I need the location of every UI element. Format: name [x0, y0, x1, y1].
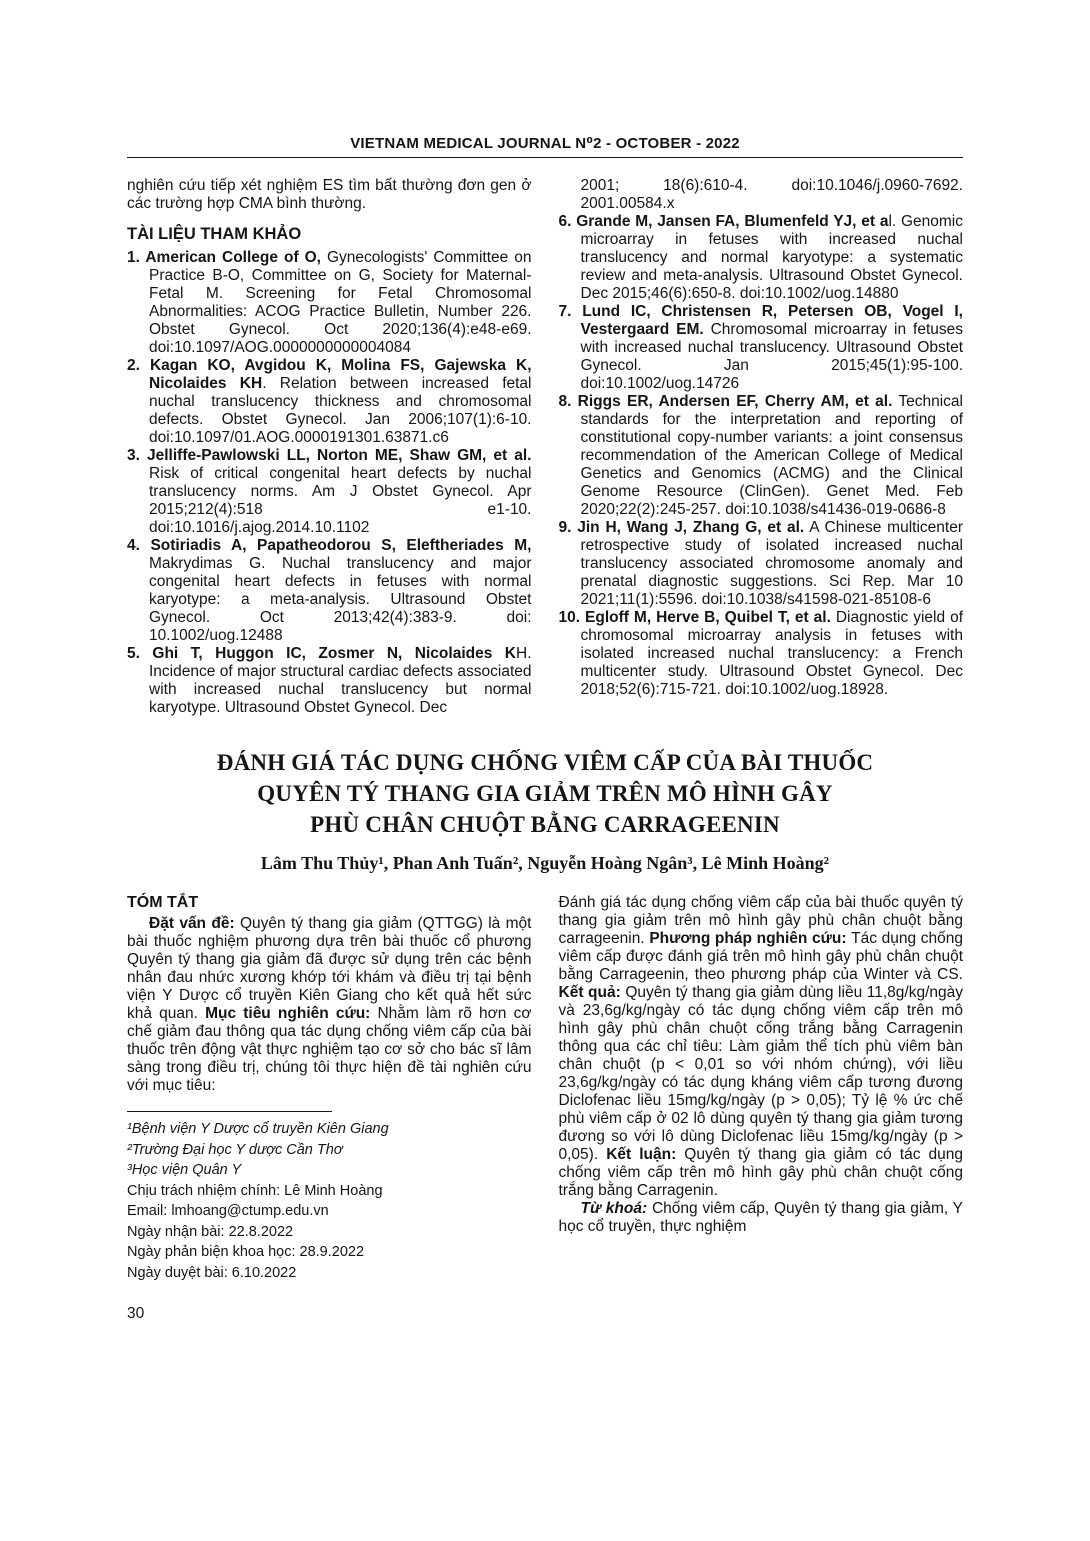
- reference-text: Technical standards for the interpretation and reporting of constitutional copy-number variants: a joint consensus recommendation of the American College of Medical Genetics and Genomics (ACMG) and the Clinical Genome Resource (ClinGen). Genet Med. Feb 2020;22(2):245-257. doi:10.1038/s41436-019-0686-8: [580, 393, 963, 518]
- page-header: [127, 134, 963, 158]
- references-right-column: [559, 177, 964, 699]
- reference-text: . Relation between increased fetal nuchal translucency thickness and chromosomal defects. Obstet Gynecol. Jan 2006;107(1):6-10. doi:10.1097/01.AOG.0000191301.63871.c6: [149, 375, 532, 446]
- abstract-paragraph-right: Đánh giá tác dụng chống viêm cấp của bài thuốc quyên tý thang gia giảm trên mô hình gây phù chân chuột bằng carrageenin. Phương pháp nghiên cứu: Tác dụng chống viêm cấp được đánh giá trên mô hình gây phù chân chuột bằng Carrageenin, theo phương pháp của Winter và CS. Kết quả: Quyên tý thang gia giảm dùng liều 11,8g/kg/ngày và 23,6g/kg/ngày có tác dụng chống viêm cấp trên mô hình gây phù chân chuột cống trắng bằng Carragenin thông qua các chỉ tiêu: Làm giảm thể tích phù viêm bàn chân chuột (p < 0,01 so với nhóm chứng), với liều 23,6g/kg/ngày có tác dụng kháng viêm cấp tương đương Diclofenac liều 15mg/kg/ngày (p > 0,05); Tỷ lệ % ức chế phù viêm cấp ở 02 lô dùng quyên tý thang gia giảm tương đương so với lô dùng Diclofenac liều 15mg/kg/ngày (p > 0,05). Kết luận: Quyên tý thang gia giảm có tác dụng chống viêm cấp trên mô hình gây phù chân chuột cống trắng bằng Carragenin.: [558, 894, 963, 1199]
- reference-text: Diagnostic yield of chromosomal microarray analysis in fetuses with isolated increased nuchal translucency: a French multicenter study. Ultrasound Obstet Gynecol. Dec 2018;52(6):715-721. doi:10.1002/uog.18928.: [580, 609, 963, 698]
- intro-paragraph: nghiên cứu tiếp xét nghiệm ES tìm bất thường đơn gen ở các trường hợp CMA bình thường.: [127, 177, 532, 212]
- reference-item: [559, 519, 964, 609]
- keywords-paragraph: Từ khoá: Chống viêm cấp, Quyên tý thang gia giảm, Y học cổ truyền, thực nghiệm: [558, 1200, 964, 1235]
- footnote-date-accepted: Ngày duyệt bài: 6.10.2022: [127, 1264, 297, 1281]
- reference-number: 7.: [558, 303, 572, 320]
- page-number: 30: [127, 1305, 145, 1322]
- abstract-paragraph-left: Đặt vấn đề: Quyên tý thang gia giảm (QTTGG) là một bài thuốc nghiệm phương dựa trên bài thuốc cổ phương Quyên tý thang gia giảm đã được sử dụng trên các bệnh nhân đau nhức xương khớp tới khám và điều trị tại bệnh viện Y Dược cổ truyền Kiên Giang cho kết quả hết sức khả quan. Mục tiêu nghiên cứu: Nhằm làm rõ hơn cơ chế giảm đau thông qua tác dụng chống viêm cấp của bài thuốc trên động vật thực nghiệm tạo cơ sở cho bác sĩ lâm sàng trong điều trị, chúng tôi thực hiện đề tài nghiên cứu với mục tiêu:: [127, 915, 532, 1094]
- reference-item: [127, 645, 532, 717]
- reference-authors: Sotiriadis A, Papatheodorou S, Eleftheriades M,: [139, 537, 532, 554]
- reference-item: [559, 213, 964, 303]
- abstract-left-column: [127, 894, 532, 1283]
- abstract-right-column: [559, 894, 964, 1236]
- reference-list-left: [127, 249, 532, 717]
- footnote-rule: [127, 1111, 332, 1112]
- reference-text: H. Incidence of major structural cardiac defects associated with increased nuchal translucency but normal karyotype. Ultrasound Obstet Gynecol. Dec: [149, 645, 532, 716]
- reference-text: Risk of critical congenital heart defects by nuchal translucency norms. Am J Obstet Gynecol. Apr 2015;212(4):518 e1-10. doi:10.1016/j.ajog.2014.10.1102: [149, 465, 532, 536]
- reference-authors: Egloff M, Herve B, Quibel T, et al.: [580, 609, 831, 626]
- journal-header-title: VIETNAM MEDICAL JOURNAL N⁰2 - OCTOBER - 2022: [350, 135, 740, 152]
- reference-authors: Kagan KO, Avgidou K, Molina FS, Gajewska K, Nicolaides KH: [139, 357, 532, 392]
- reference-text: l. Genomic microarray in fetuses with increased nuchal translucency and normal karyotype: a systematic review and meta-analysis. Ultrasound Obstet Gynecol. Dec 2015;46(6):650-8. doi:10.1002/uog.14880: [580, 213, 963, 302]
- reference-number: 6.: [558, 213, 572, 230]
- reference-continuation: 2001; 18(6):610-4. doi:10.1046/j.0960-7692. 2001.00584.x: [580, 177, 963, 212]
- reference-text: A Chinese multicenter retrospective study of isolated increased nuchal translucency associated chromosome anomaly and prenatal diagnostic suggestions. Sci Rep. Mar 10 2021;11(1):5596. doi:10.1038/s41598-021-85108-6: [580, 519, 963, 608]
- reference-item: [127, 357, 532, 447]
- references-heading: TÀI LIỆU THAM KHẢO: [127, 225, 302, 243]
- reference-number: 3.: [127, 447, 140, 464]
- reference-item: [127, 249, 532, 357]
- footnote-affiliation-2: ²Trường Đại học Y dược Cần Thơ: [127, 1141, 343, 1158]
- reference-number: 1.: [127, 249, 140, 266]
- footnote-email: Email: lmhoang@ctump.edu.vn: [127, 1203, 329, 1219]
- references-left-column: [127, 177, 532, 717]
- reference-authors: Riggs ER, Andersen EF, Cherry AM, et al.: [571, 393, 893, 410]
- footnote-affiliation-3: ³Học viện Quân Y: [127, 1162, 242, 1178]
- footnote-affiliation-1: ¹Bệnh viện Y Dược cổ truyền Kiên Giang: [127, 1121, 389, 1137]
- reference-number: 10.: [558, 609, 581, 626]
- abstract-section: [127, 894, 963, 1283]
- reference-text: Makrydimas G. Nuchal translucency and major congenital heart defects in fetuses with normal karyotype: a meta-analysis. Ultrasound Obstet Gynecol. Oct 2013;42(4):383-9. doi: 10.1002/uog.12488: [149, 555, 532, 644]
- reference-authors: Jin H, Wang J, Zhang G, et al.: [571, 519, 805, 536]
- reference-item: [127, 537, 532, 645]
- reference-authors: Grande M, Jansen FA, Blumenfeld YJ, et a: [571, 213, 889, 230]
- footnote-date-reviewed: Ngày phản biện khoa học: 28.9.2022: [127, 1244, 365, 1260]
- article-title-line-1: ĐÁNH GIÁ TÁC DỤNG CHỐNG VIÊM CẤP CỦA BÀI THUỐC: [216, 750, 874, 775]
- authors-line: Lâm Thu Thủy¹, Phan Anh Tuấn², Nguyễn Hoàng Ngân³, Lê Minh Hoàng²: [260, 853, 830, 873]
- reference-authors: Lund IC, Christensen R, Petersen OB, Vogel I, Vestergaard EM.: [571, 303, 963, 338]
- reference-number: 9.: [558, 519, 572, 536]
- footnote-date-received: Ngày nhận bài: 22.8.2022: [127, 1223, 294, 1240]
- abstract-heading: TÓM TẮT: [127, 894, 199, 911]
- reference-text: Chromosomal microarray in fetuses with increased nuchal translucency. Ultrasound Obstet Gynecol. Jan 2015;45(1):95-100. doi:10.1002/uog.14726: [580, 321, 963, 392]
- reference-list-right: [559, 213, 964, 699]
- footnote-responsible-author: Chịu trách nhiệm chính: Lê Minh Hoàng: [127, 1182, 383, 1199]
- reference-text: Gynecologists' Committee on Practice B-O, Committee on G, Society for Maternal-Fetal M. Screening for Fetal Chromosomal Abnormalities: ACOG Practice Bulletin, Number 226. Obstet Gynecol. Oct 2020;136(4):e48-e69. doi:10.1097/AOG.0000000000004084: [149, 249, 532, 356]
- reference-number: 4.: [127, 537, 140, 554]
- article-title: [127, 747, 963, 840]
- reference-authors: American College of O,: [139, 249, 321, 266]
- reference-number: 8.: [558, 393, 572, 410]
- reference-authors: Ghi T, Huggon IC, Zosmer N, Nicolaides K: [139, 645, 516, 662]
- reference-item: [559, 609, 964, 699]
- reference-item: [559, 303, 964, 393]
- article-title-line-3: PHÙ CHÂN CHUỘT BẰNG CARRAGEENIN: [310, 812, 780, 837]
- references-section: [127, 177, 963, 717]
- reference-number: 5.: [127, 645, 140, 662]
- reference-authors: Jelliffe-Pawlowski LL, Norton ME, Shaw GM, et al.: [139, 447, 532, 464]
- article-title-line-2: QUYÊN TÝ THANG GIA GIẢM TRÊN MÔ HÌNH GÂY: [257, 781, 833, 806]
- footnote-block: [127, 1111, 532, 1283]
- reference-number: 2.: [127, 357, 140, 374]
- reference-item: [127, 447, 532, 537]
- reference-item: [559, 393, 964, 519]
